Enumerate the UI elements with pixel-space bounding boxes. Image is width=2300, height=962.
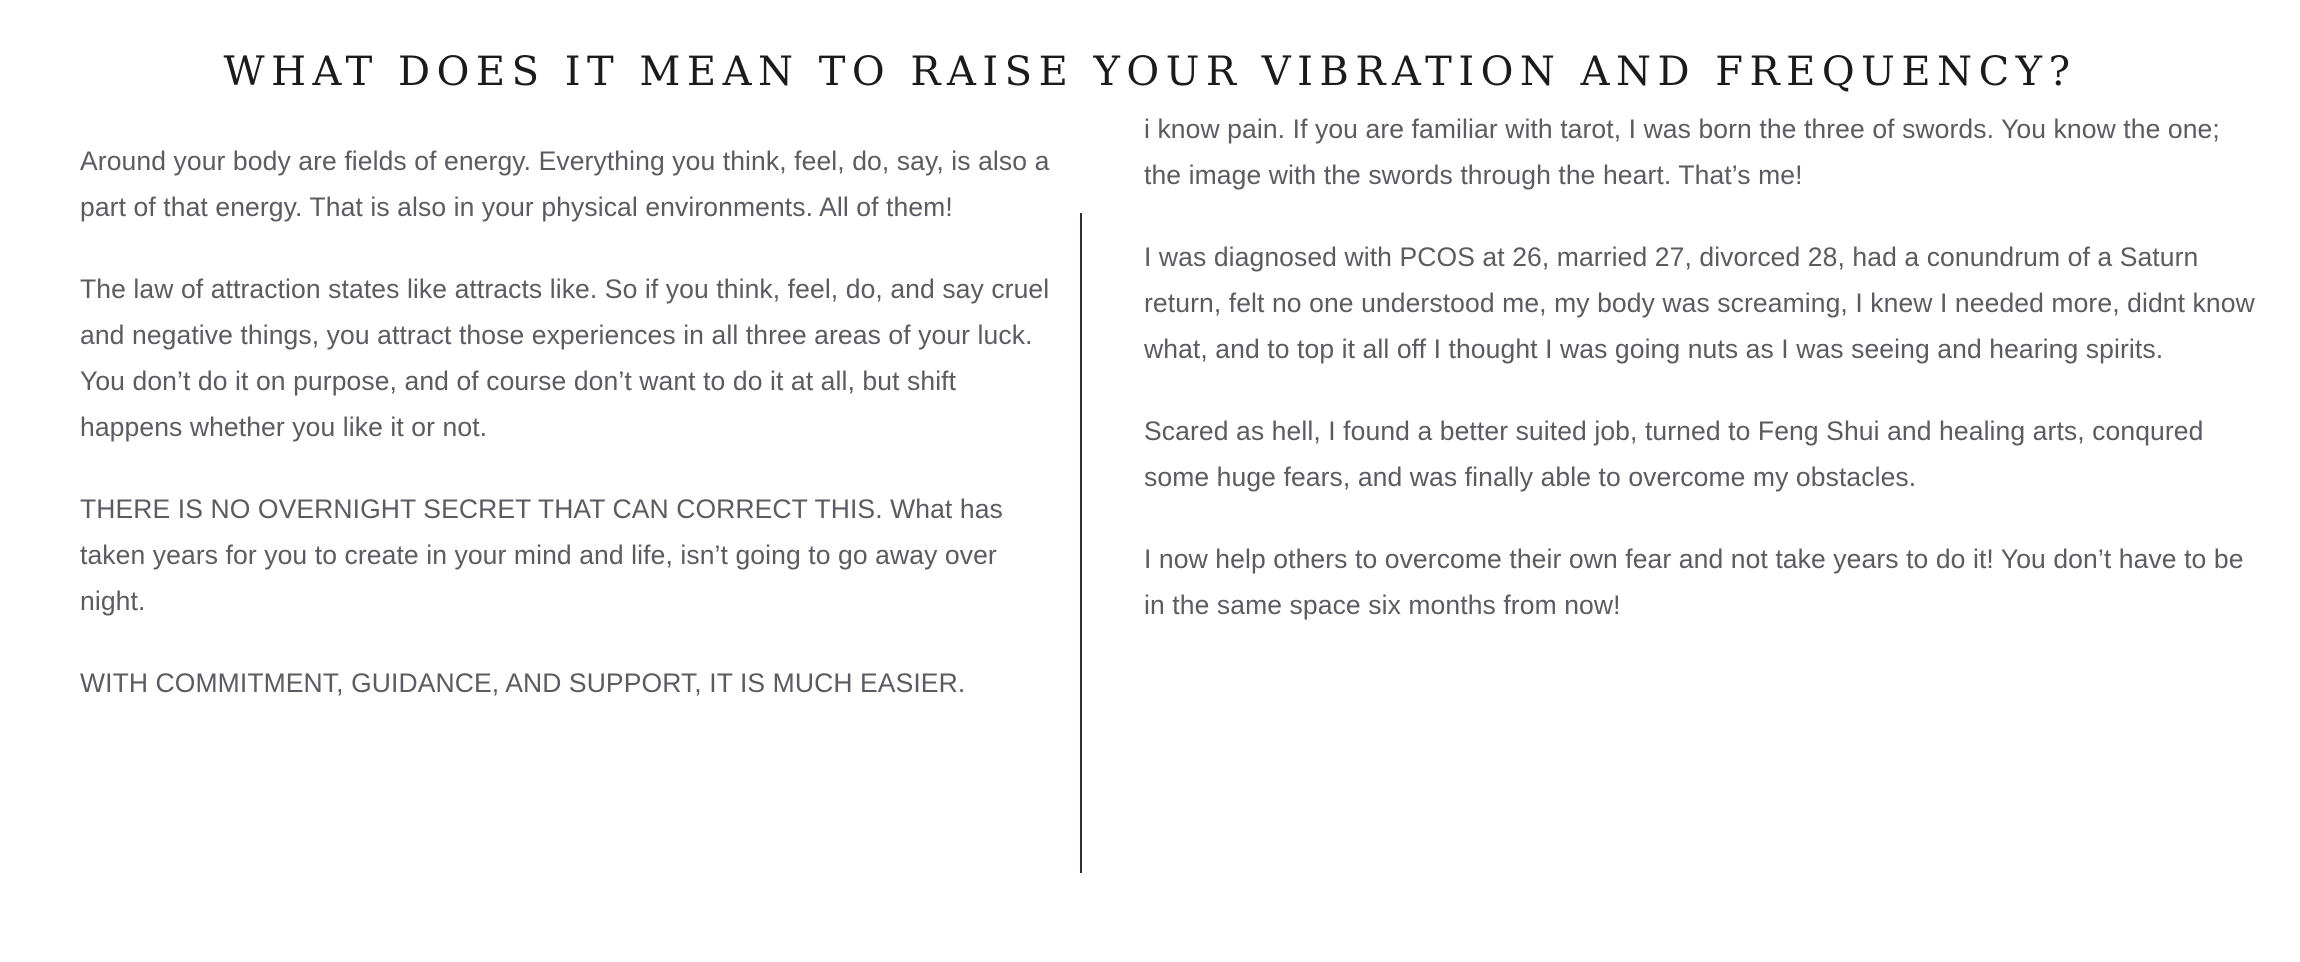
paragraph: i know pain. If you are familiar with tarot, I was born the three of swords. You know the one; the image with the swords through the heart. That’s me! xyxy=(1144,114,2220,190)
paragraph: THERE IS NO OVERNIGHT SECRET THAT CAN CORRECT THIS. What has taken years for you to create in your mind and life, isn’t going to go away over night. xyxy=(80,494,1003,616)
paragraph: Around your body are fields of energy. Everything you think, feel, do, say, is also a part of that energy. That is also in your physical environments. All of them! xyxy=(80,146,1050,222)
paragraph: The law of attraction states like attracts like. So if you think, feel, do, and say cruel and negative things, you attract those experiences in all three areas of your luck. You don’t do it on purpose, and of course don’t want to do it at all, but shift happens whether you like it or not. xyxy=(80,274,1050,442)
paragraph: I was diagnosed with PCOS at 26, married 27, divorced 28, had a conundrum of a Saturn return, felt no one understood me, my body was screaming, I knew I needed more, didnt know what, and to top it all off I thought I was going nuts as I was seeing and hearing spirits. xyxy=(1144,242,2255,364)
left-column xyxy=(0,138,1080,706)
page-title: WHAT DOES IT MEAN TO RAISE YOUR VIBRATION AND FREQUENCY? xyxy=(223,48,2077,95)
right-column xyxy=(1082,106,2300,628)
paragraph: WITH COMMITMENT, GUIDANCE, AND SUPPORT, IT IS MUCH EASIER. xyxy=(80,668,966,698)
paragraph: Scared as hell, I found a better suited job, turned to Feng Shui and healing arts, conqured some huge fears, and was finally able to overcome my obstacles. xyxy=(1144,416,2204,492)
paragraph: I now help others to overcome their own fear and not take years to do it! You don’t have to be in the same space six months from now! xyxy=(1144,544,2244,620)
two-column-body xyxy=(0,114,2300,873)
